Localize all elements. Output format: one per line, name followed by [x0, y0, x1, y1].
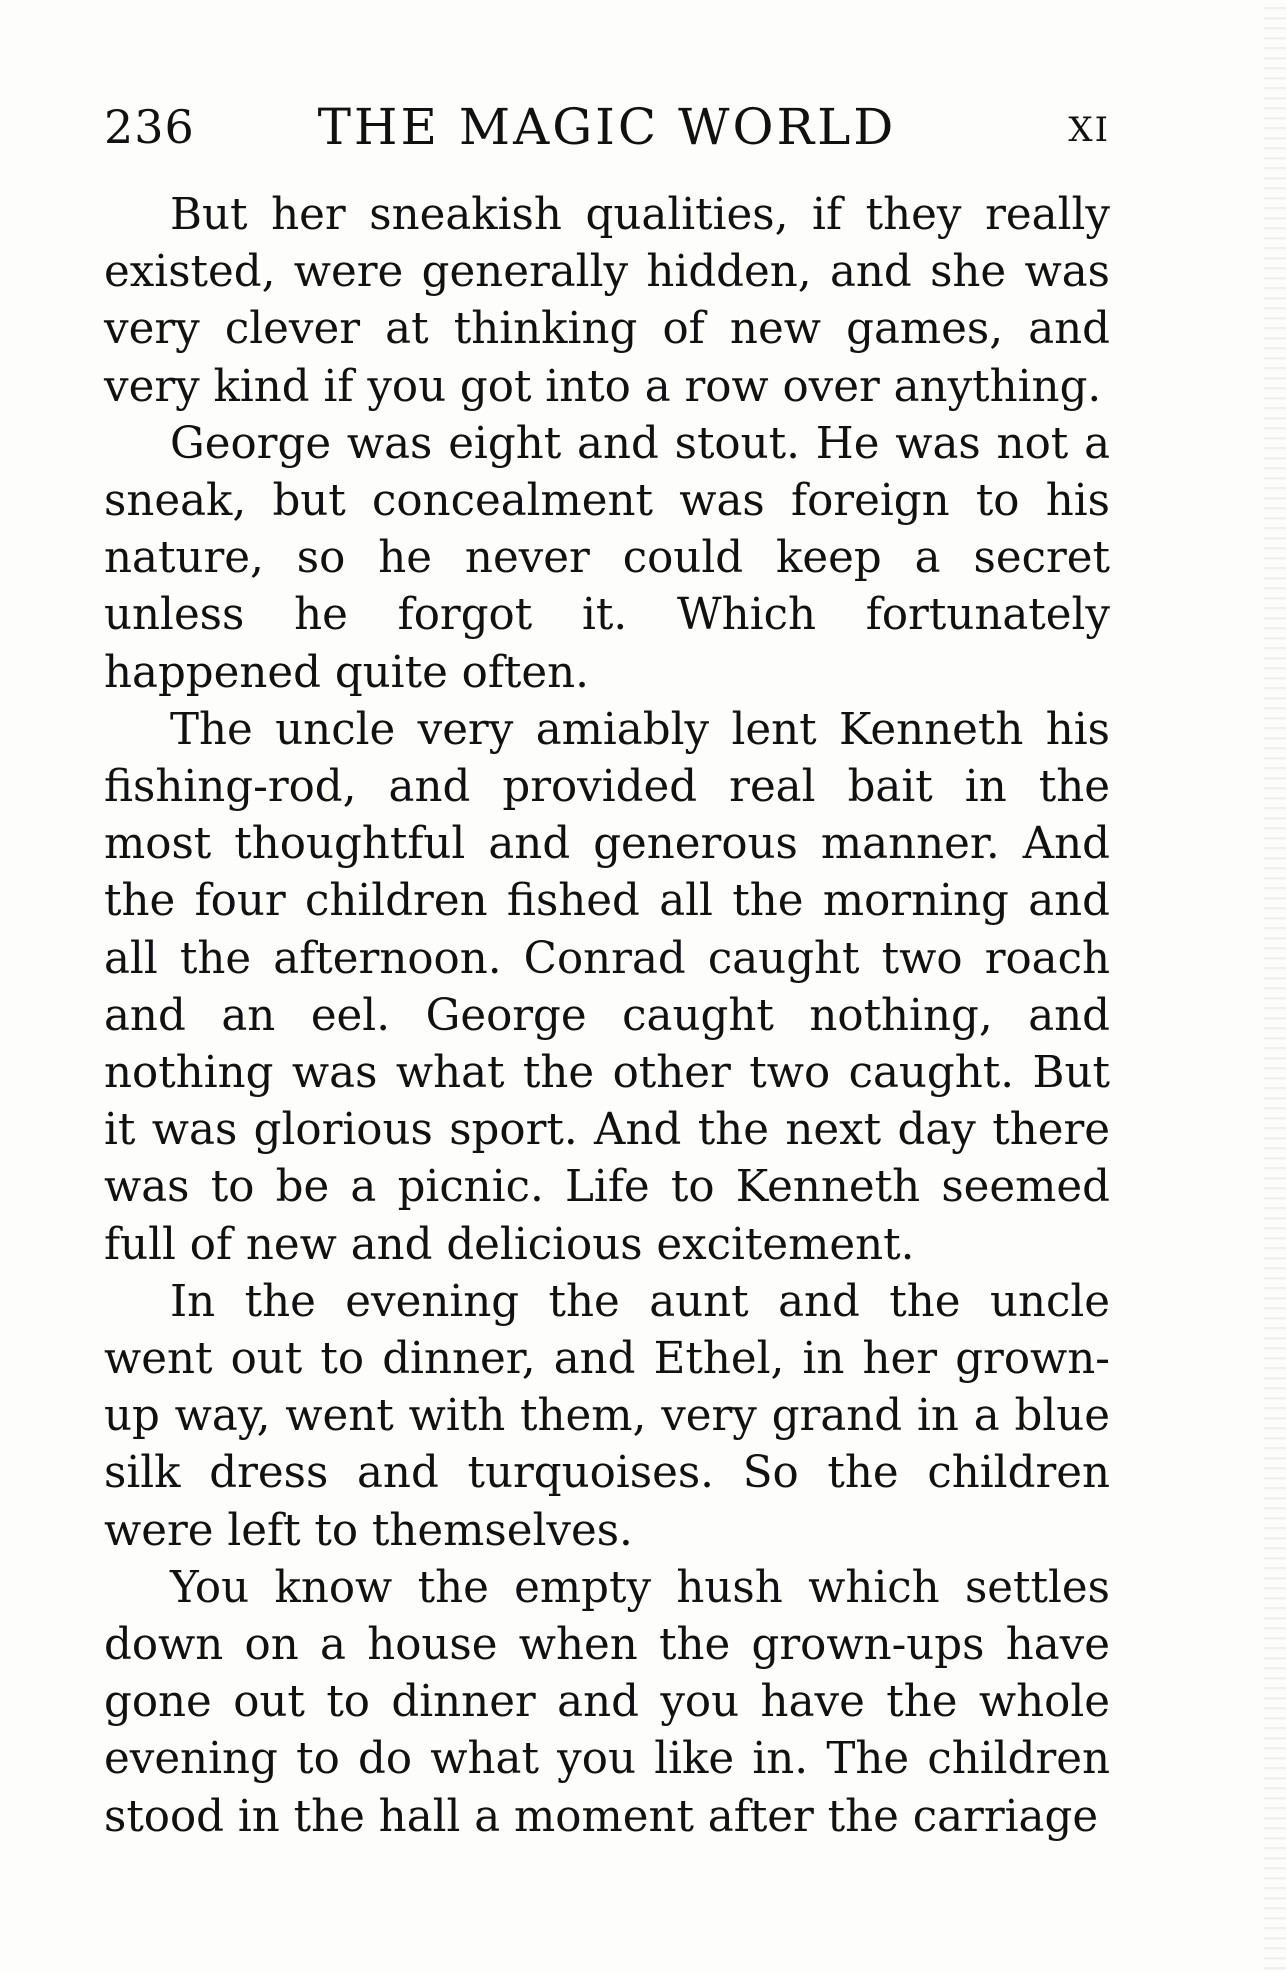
- body-text: [104, 187, 1110, 1846]
- paragraph-2: George was eight and stout. He was not a sneak, but concealment was foreign to his nature, so he never could keep a secret unless he forgot it. Which fortunately happened quite often.: [104, 418, 1110, 698]
- page-header: [104, 92, 1110, 162]
- paragraph-5: You know the empty hush which settles down on a house when the grown-ups have gone out to dinner and you have the whole evening to do what you like in. The children stood in the hall a moment after the carriage: [104, 1562, 1110, 1842]
- page-number: 236: [104, 100, 195, 154]
- chapter-number: XI: [1068, 110, 1110, 150]
- paragraph-3: The uncle very amiably lent Kenneth his fishing-rod, and provided real bait in the most thoughtful and generous manner. And the four children fished all the morning and all the afternoon. Conrad caught two roach and an eel. George caught nothing, and nothing was what the other two caught. But it was glorious sport. And the next day there was to be a picnic. Life to Kenneth seemed full of new and delicious excitement.: [104, 704, 1110, 1270]
- paragraph-4: In the evening the aunt and the uncle went out to dinner, and Ethel, in her grown-up way, went with them, very grand in a blue silk dress and turquoises. So the children were left to themselves.: [104, 1276, 1110, 1556]
- page-edge-shadow: [1264, 0, 1286, 1972]
- paragraph-1: But her sneakish qualities, if they really existed, were generally hidden, and she was very clever at thinking of new games, and very kind if you got into a row over anything.: [104, 190, 1110, 412]
- running-title: THE MAGIC WORLD: [317, 98, 897, 156]
